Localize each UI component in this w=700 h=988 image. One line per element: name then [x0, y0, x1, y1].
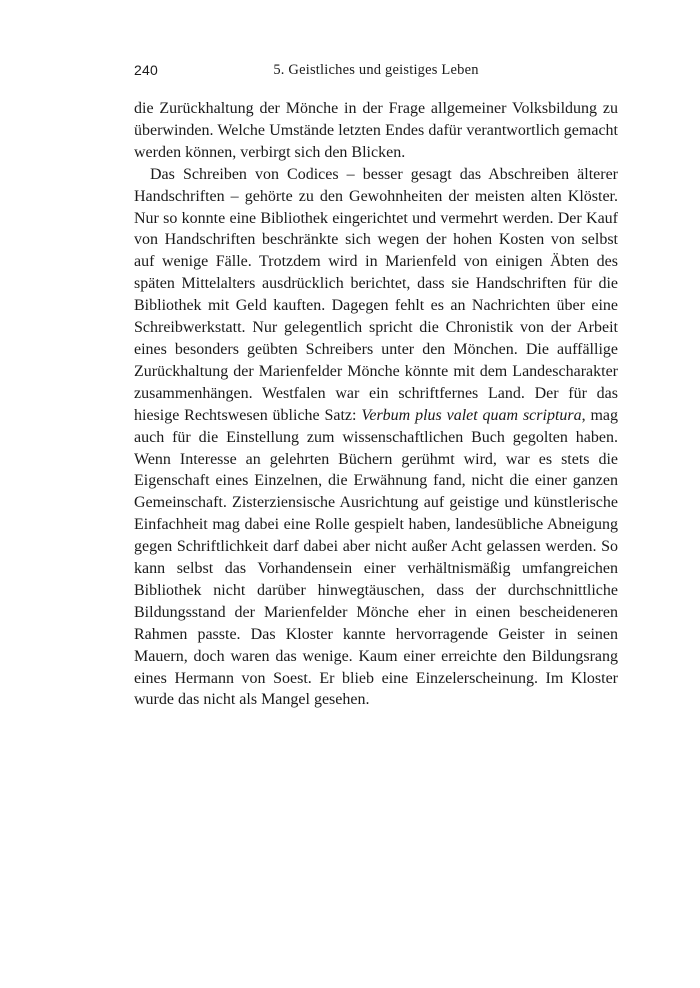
paragraph-1 — [134, 98, 618, 164]
paragraph-2 — [134, 164, 618, 712]
running-head: 5. Geistliches und geistiges Leben — [273, 62, 479, 78]
page-number: 240 — [134, 62, 158, 78]
body-text — [134, 98, 618, 711]
paragraph-text: Das Schreiben von Codices – besser gesagt das Abschreiben älterer Handschriften – gehörte zu den Gewohnheiten der meisten alten Klöster. Nur so konnte eine Bibliothek eingerichtet und vermehrt werden. Der Kauf von Handschriften beschränkte sich wegen der hohen Kosten von selbst auf wenige Fälle. Trotzdem wird in Marienfeld von einigen Äbten des späten Mittelalters ausdrücklich berichtet, dass sie Handschriften für die Bibliothek mit Geld kauften. Dagegen fehlt es an Nachrichten über eine Schreibwerkstatt. Nur gelegentlich spricht die Chronistik von der Arbeit eines besonders geübten Schreibers unter den Mönchen. Die auffällige Zurückhaltung der Marienfelder Mönche könnte mit dem Landescharakter zusammenhängen. Westfalen war ein schriftfernes Land. Der für das hiesige Rechtswesen übliche Satz: — [134, 165, 618, 424]
page-header — [134, 62, 618, 82]
paragraph-text-continued: , mag auch für die Einstellung zum wissenschaftlichen Buch gegolten haben. Wenn Interesse an gelehrten Büchern gerühmt wird, war es stets die Eigenschaft eines Einzelnen, die Erwähnung fand, nicht die einer ganzen Gemeinschaft. Zisterziensische Ausrichtung auf geistige und künstlerische Einfachheit mag dabei eine Rolle gespielt haben, landesübliche Abneigung gegen Schriftlichkeit darf dabei aber nicht außer Acht gelassen werden. So kann selbst das Vorhandensein einer verhältnismäßig umfangreichen Bibliothek nicht darüber hinwegtäuschen, dass der durchschnittliche Bildungsstand der Marienfelder Mönche eher in einen bescheideneren Rahmen passte. Das Kloster kannte hervorragende Geister in seinen Mauern, doch waren das wenige. Kaum einer erreichte den Bildungsrang eines Hermann von Soest. Er blieb eine Einzelerscheinung. Im Kloster wurde das nicht als Mangel gesehen. — [134, 406, 619, 709]
latin-quote: Verbum plus valet quam scriptura — [361, 406, 582, 424]
paragraph-text: die Zurückhaltung der Mönche in der Frage allgemeiner Volksbildung zu überwinden. Welche Umstände letzten Endes dafür verantwortlich gemacht werden können, verbirgt sich den Blicken. — [134, 100, 618, 161]
